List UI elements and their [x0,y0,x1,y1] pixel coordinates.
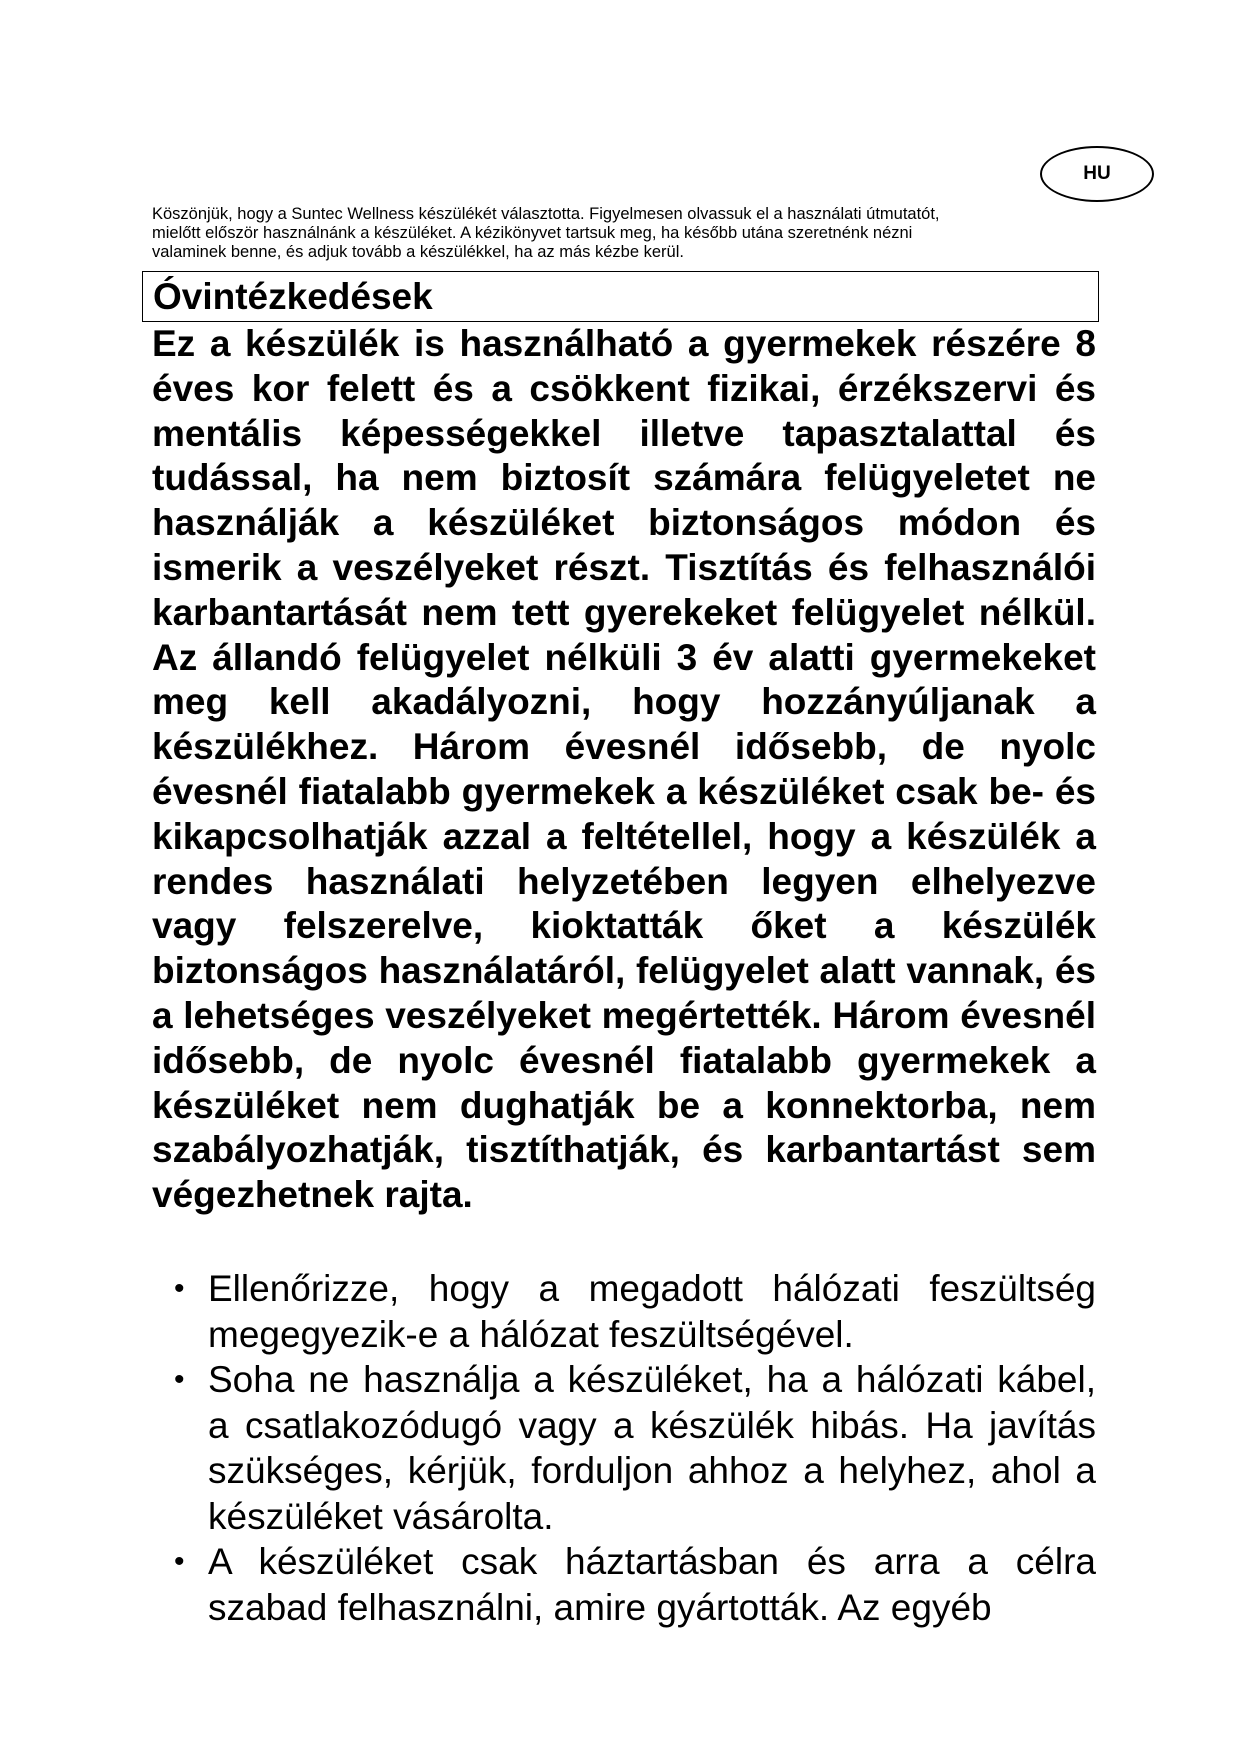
bullet-icon: • [174,1272,185,1305]
bullet-text: Soha ne használja a készüléket, ha a hálózati kábel, a csatlakozódugó vagy a készülék hibás. Ha javítás szükséges, kérjük, forduljon ahhoz a helyhez, ahol a készüléket vásárolta. [208,1359,1096,1537]
bullet-icon: • [174,1363,185,1396]
bullet-text: A készüléket csak háztartásban és arra a célra szabad felhasználni, amire gyártották. Az egyéb [208,1541,1096,1628]
intro-line: valaminek benne, és adjuk tovább a készülékkel, ha az más kézbe kerül. [152,243,684,261]
bullet-icon: • [174,1545,185,1578]
bullet-text: Ellenőrizze, hogy a megadott hálózati feszültség megegyezik-e a hálózat feszültségével. [208,1268,1096,1355]
list-item [152,1539,1096,1630]
intro-paragraph [152,205,1102,262]
language-badge: HU [1040,146,1154,202]
intro-line: mielőtt először használnánk a készüléket. A kézikönyvet tartsuk meg, ha később utána szeretnénk nézni [152,224,913,242]
section-heading: Óvintézkedések [142,271,1099,322]
child-safety-warning: Ez a készülék is használható a gyermekek részére 8 éves kor felett és a csökkent fizikai, érzékszervi és mentális képességekkel illetve tapasztalattal és tudással, ha nem biztosít számára felügyeletet ne használják a készüléket biztonságos módon és ismerik a veszélyeket részt. Tisztítás és felhasználói karbantartását nem tett gyerekeket felügyelet nélkül. Az állandó felügyelet nélküli 3 év alatti gyermekeket meg kell akadályozni, hogy hozzányúljanak a készülékhez. Három évesnél idősebb, de nyolc évesnél fiatalabb gyermekek a készüléket csak be- és kikapcsolhatják azzal a feltétellel, hogy a készülék a rendes használati helyzetében legyen elhelyezve vagy felszerelve, kioktatták őket a készülék biztonságos használatáról, felügyelet alatt vannak, és a lehetséges veszélyeket megértették. Három évesnél idősebb, de nyolc évesnél fiatalabb gyermekek a készüléket nem dughatják be a konnektorba, nem szabályozhatják, tisztíthatják, és karbantartást sem végezhetnek rajta. [152,323,1096,1216]
list-item [152,1357,1096,1539]
safety-bullet-list [152,1266,1096,1630]
intro-line: Köszönjük, hogy a Suntec Wellness készülékét választotta. Figyelmesen olvassuk el a használati útmutatót, [152,205,940,223]
list-item [152,1266,1096,1357]
